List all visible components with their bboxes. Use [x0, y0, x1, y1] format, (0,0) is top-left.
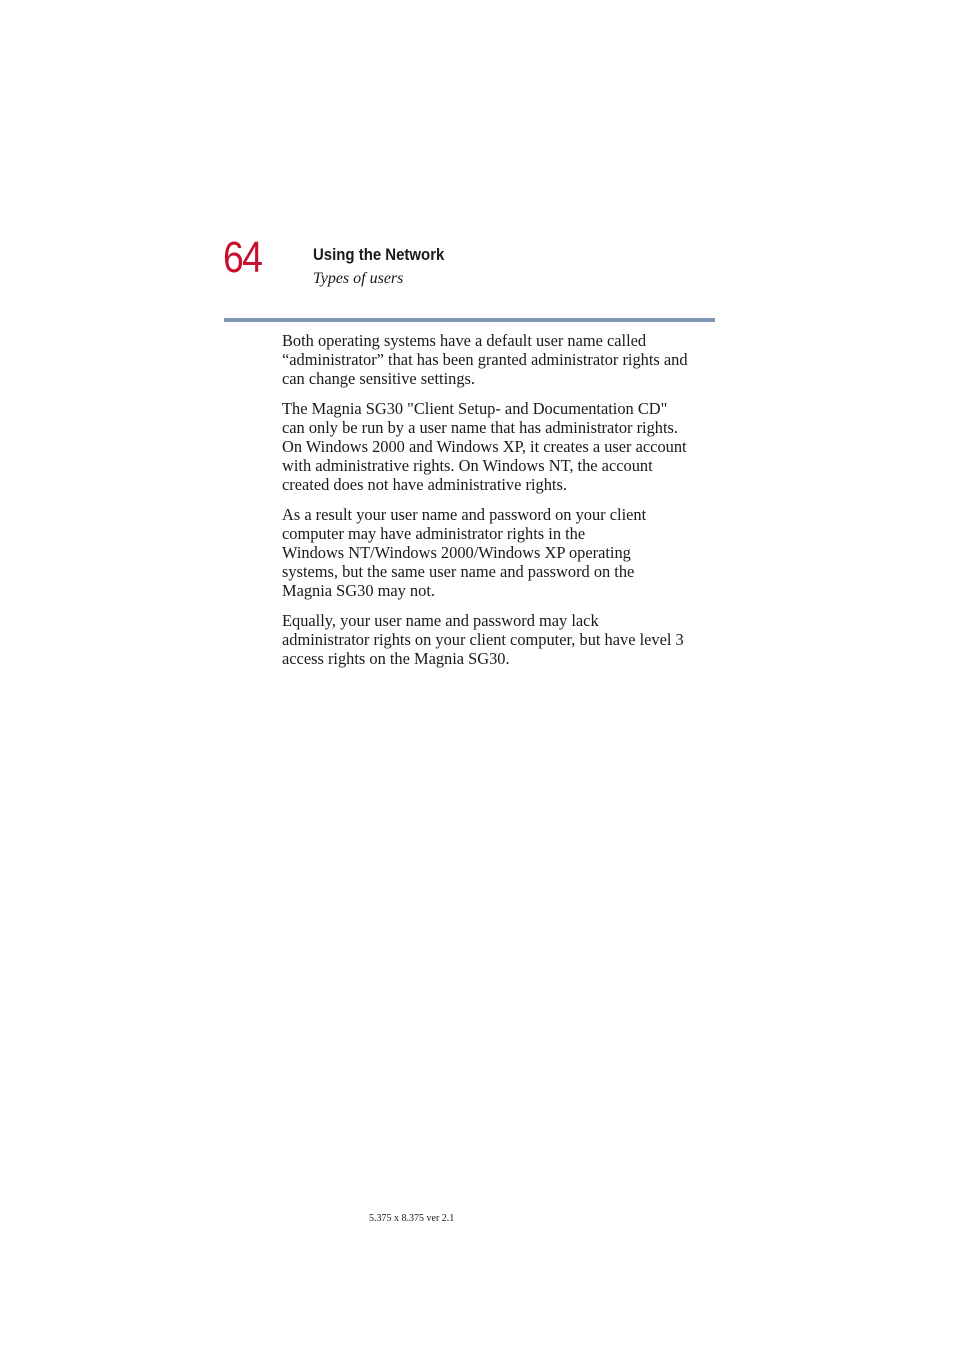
paragraph-line: As a result your user name and password on your client — [282, 504, 647, 524]
paragraph-3 — [282, 505, 722, 601]
paragraph-line: Equally, your user name and password may lack — [282, 610, 599, 630]
paragraph-1 — [282, 331, 722, 389]
paragraph-line: systems, but the same user name and password on the — [282, 562, 635, 582]
paragraph-2 — [282, 399, 722, 495]
chapter-title: Using the Network — [313, 245, 445, 264]
paragraph-line: can change sensitive settings. — [282, 369, 475, 389]
page-number: 64 — [223, 233, 262, 282]
section-title: Types of users — [313, 270, 404, 287]
paragraph-line: On Windows 2000 and Windows XP, it creates a user account — [282, 437, 687, 457]
paragraph-line: with administrative rights. On Windows NT, the account — [282, 456, 653, 476]
paragraph-line: Windows NT/Windows 2000/Windows XP operating — [282, 543, 631, 563]
paragraph-4 — [282, 611, 722, 669]
paragraph-line: Magnia SG30 may not. — [282, 581, 435, 601]
footer-version: 5.375 x 8.375 ver 2.1 — [369, 1213, 455, 1224]
paragraph-line: administrator rights on your client computer, but have level 3 — [282, 629, 684, 649]
paragraph-line: can only be run by a user name that has administrator rights. — [282, 417, 679, 437]
paragraph-line: “administrator” that has been granted administrator rights and — [282, 350, 688, 370]
body-text — [282, 331, 722, 678]
paragraph-line: access rights on the Magnia SG30. — [282, 649, 510, 669]
paragraph-line: computer may have administrator rights in the — [282, 523, 586, 543]
header-rule — [224, 318, 715, 322]
paragraph-line: The Magnia SG30 "Client Setup- and Documentation CD" — [282, 398, 668, 418]
paragraph-line: created does not have administrative rights. — [282, 475, 567, 495]
paragraph-line: Both operating systems have a default user name called — [282, 331, 647, 350]
